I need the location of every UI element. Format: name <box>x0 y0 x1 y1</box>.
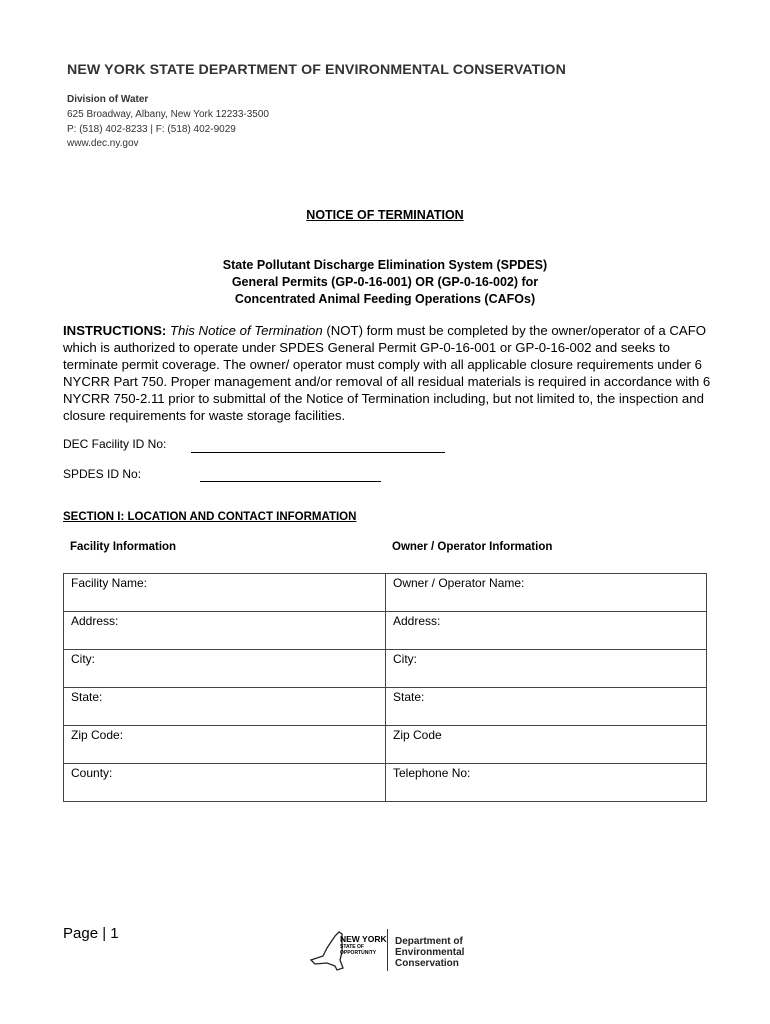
owner-zip-field[interactable]: Zip Code <box>386 726 707 764</box>
dec-logo <box>395 936 464 969</box>
agency-name: NEW YORK STATE DEPARTMENT OF ENVIRONMENTAL CONSERVATION <box>67 62 566 78</box>
facility-county-field[interactable]: County: <box>64 764 386 802</box>
instructions-body: (NOT) form must be completed by the owner/operator of a CAFO which is authorized to operate under SPDES General Permit GP-0-16-001 or GP-0-16-002 and seeks to terminate permit coverage. The owner/ operator must comply with all applicable closure requirements under 6 NYCRR Part 750. Proper management and/or removal of all residual materials is required in accordance with 6 NYCRR 750-2.11 prior to submittal of the Notice of Termination including, but not limited to, the inspection and closure requirements for waste storage facilities. <box>63 323 711 423</box>
spdes-id-input[interactable] <box>200 481 381 482</box>
logo-state-of: STATE OF <box>340 944 364 950</box>
dec-facility-id-input[interactable] <box>191 452 445 453</box>
owner-telephone-field[interactable]: Telephone No: <box>386 764 707 802</box>
instructions-paragraph <box>63 322 713 424</box>
phone-fax: P: (518) 402-8233 | F: (518) 402-9029 <box>67 124 236 135</box>
instructions-label: INSTRUCTIONS: <box>63 323 167 338</box>
facility-name-field[interactable]: Facility Name: <box>64 574 386 612</box>
page-title: NOTICE OF TERMINATION <box>306 208 464 222</box>
logo-dec-line: Conservation <box>395 958 459 969</box>
facility-zip-field[interactable]: Zip Code: <box>64 726 386 764</box>
document-subtitle <box>0 257 770 308</box>
ny-state-logo <box>340 935 387 956</box>
table-row <box>64 612 707 650</box>
table-row <box>64 688 707 726</box>
logo-divider <box>387 929 388 971</box>
owner-name-field[interactable]: Owner / Operator Name: <box>386 574 707 612</box>
facility-state-field[interactable]: State: <box>64 688 386 726</box>
page-number: Page | 1 <box>63 925 119 942</box>
section-title: SECTION I: LOCATION AND CONTACT INFORMATION <box>63 511 357 523</box>
table-row <box>64 726 707 764</box>
address: 625 Broadway, Albany, New York 12233-3500 <box>67 109 269 120</box>
subtitle-line: General Permits (GP-0-16-001) OR (GP-0-16-002) for <box>231 275 539 289</box>
logo-dec-line: Environmental <box>395 947 465 958</box>
owner-city-field[interactable]: City: <box>386 650 707 688</box>
logo-opportunity: OPPORTUNITY <box>340 950 377 956</box>
table-row <box>64 764 707 802</box>
facility-info-header: Facility Information <box>70 541 177 553</box>
subtitle-line: State Pollutant Discharge Elimination System (SPDES) <box>222 258 548 272</box>
logo-dec-line: Department of <box>395 936 463 947</box>
division-name: Division of Water <box>67 94 149 105</box>
table-row <box>64 574 707 612</box>
owner-address-field[interactable]: Address: <box>386 612 707 650</box>
facility-address-field[interactable]: Address: <box>64 612 386 650</box>
owner-state-field[interactable]: State: <box>386 688 707 726</box>
spdes-id-label: SPDES ID No: <box>63 467 142 481</box>
dec-facility-id-label: DEC Facility ID No: <box>63 437 167 451</box>
facility-city-field[interactable]: City: <box>64 650 386 688</box>
location-contact-table <box>63 573 707 802</box>
owner-info-header: Owner / Operator Information <box>392 541 553 553</box>
table-row <box>64 650 707 688</box>
website-link[interactable]: www.dec.ny.gov <box>67 138 139 149</box>
logo-ny-text: NEW YORK <box>340 934 387 944</box>
instructions-italic: This Notice of Termination <box>169 323 323 338</box>
subtitle-line: Concentrated Animal Feeding Operations (CAFOs) <box>234 292 536 306</box>
